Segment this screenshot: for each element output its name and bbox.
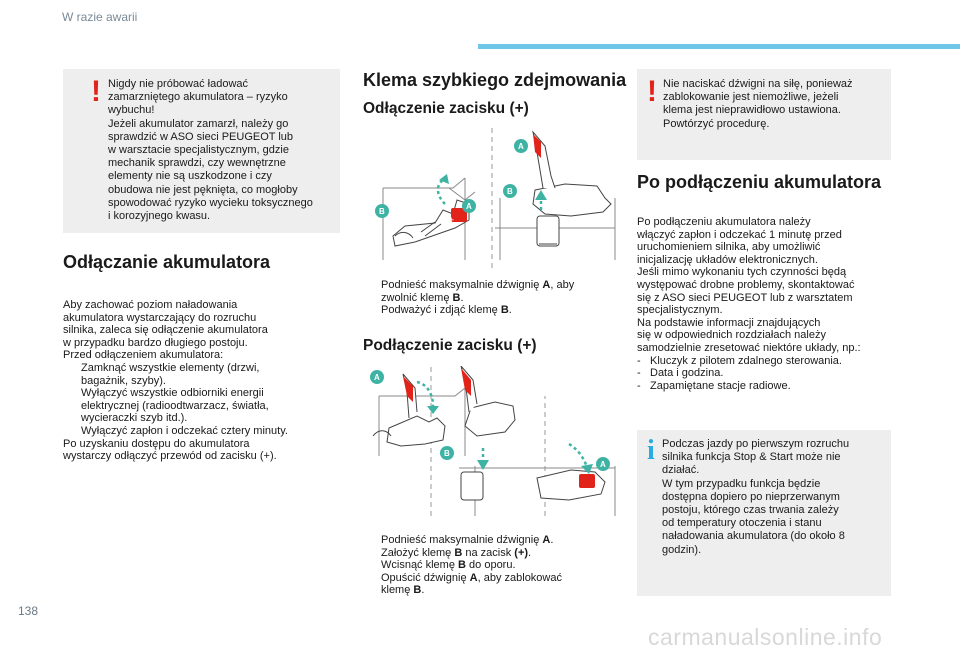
text-span: Opuścić dźwignię	[381, 571, 470, 584]
warning-line: sprawdzić w ASO sieci PEUGEOT lub	[108, 130, 294, 143]
body-line: Przed odłączeniem akumulatora:	[63, 349, 224, 362]
list-item	[363, 572, 562, 585]
detach-title: Odłączenie zacisku (+)	[363, 100, 529, 117]
bold-ref: B	[454, 546, 463, 559]
text-span: Założyć klemę	[381, 546, 455, 559]
callout-b	[503, 184, 517, 198]
after-connect-body	[637, 216, 861, 392]
text-span: zwolnić klemę	[381, 291, 453, 304]
svg-text:B: B	[379, 207, 385, 216]
list-item	[63, 375, 288, 388]
bold-ref: A	[542, 534, 551, 546]
warning-line: Nie naciskać dźwigni na siłę, ponieważ	[663, 78, 853, 90]
warning-line: Jeżeli akumulator zamarzł, należy go	[108, 117, 289, 130]
warning-line: zablokowanie jest niemożliwe, jeżeli	[663, 91, 839, 104]
body-line: samodzielnie zresetować niektóre układy, np.:	[637, 341, 861, 354]
disconnect-title: Odłączanie akumulatora	[63, 252, 271, 272]
callout-a	[596, 457, 610, 471]
info-line: od temperatury otoczenia i stanu	[662, 517, 822, 530]
body-line: uruchomieniem silnika, aby umożliwić	[637, 241, 821, 254]
dash-icon: -	[637, 379, 641, 392]
svg-text:+: +	[449, 215, 455, 225]
warning-line: zamarzniętego akumulatora – ryzyko	[108, 91, 288, 104]
text-span: do oporu.	[465, 559, 516, 572]
bold-ref: A	[469, 571, 478, 584]
body-line: w przypadku bardzo długiego postoju.	[63, 336, 248, 349]
info-text	[662, 438, 849, 557]
list-item	[637, 367, 861, 380]
info-line: W tym przypadku funkcja będzie	[662, 477, 821, 490]
text-span: Podnieść maksymalnie dźwignię	[381, 534, 543, 546]
list-item-text: Zamknąć wszystkie elementy (drzwi,	[81, 361, 260, 374]
list-item-cont	[363, 584, 562, 597]
bold-ref: (+)	[514, 546, 529, 559]
body-line: Po podłączeniu akumulatora należy	[637, 216, 811, 228]
warning-line: Nigdy nie próbować ładować	[108, 78, 249, 90]
body-line: specjalistycznym.	[637, 304, 723, 317]
list-item	[363, 279, 574, 292]
detach-steps	[363, 279, 574, 317]
list-item	[363, 534, 562, 547]
warning-line: elementy nie są uszkodzone i czy	[108, 170, 272, 183]
info-line: dostępna dopiero po nieprzerwanym	[662, 490, 840, 503]
info-icon: i	[647, 435, 655, 466]
dash-icon: -	[637, 354, 641, 367]
list-item	[637, 355, 861, 368]
info-box-stop-start	[637, 430, 891, 596]
clamp-lever-red	[579, 474, 595, 488]
warning-icon: !	[91, 75, 101, 108]
list-item-text: bagażnik, szyby).	[81, 374, 166, 387]
svg-text:A: A	[600, 460, 606, 469]
warning-line: mechanik sprawdzi, czy wewnętrzne	[108, 157, 286, 170]
bold-ref: B	[452, 291, 461, 304]
info-line: godzin).	[662, 543, 702, 556]
disconnect-body	[63, 299, 288, 463]
list-item	[63, 425, 288, 438]
svg-text:A: A	[466, 202, 472, 211]
list-item-text: wycieraczki szyb itd.).	[81, 412, 188, 425]
body-line: się z ASO sieci PEUGEOT lub z warsztatem	[637, 291, 853, 304]
text-span: .	[421, 584, 425, 597]
info-line: naładowania akumulatora (do około 8	[662, 530, 845, 543]
list-item-cont	[363, 292, 574, 305]
text-span: klemę	[381, 584, 414, 597]
text-span: Wcisnąć klemę	[381, 559, 459, 572]
warning-box-frozen-battery	[63, 69, 340, 233]
info-line: Podczas jazdy po pierwszym rozruchu	[662, 438, 850, 450]
list-item-text: Data i godzina.	[650, 367, 724, 380]
list-item	[363, 559, 562, 572]
bold-ref: B	[500, 304, 509, 317]
attach-illustration	[365, 366, 627, 516]
attach-steps	[363, 534, 562, 597]
bold-ref: B	[458, 559, 466, 572]
warning-line: w warsztacie specjalistycznym, gdzie	[108, 144, 289, 157]
section-accent-bar	[478, 44, 960, 49]
section-header: W razie awarii	[62, 10, 138, 24]
svg-text:A: A	[374, 373, 380, 382]
list-item-text: Wyłączyć wszystkie odbiorniki energii	[81, 387, 264, 400]
warning-box-lever	[637, 69, 891, 160]
info-line: silnika funkcja Stop & Start może nie	[662, 451, 841, 464]
list-item	[63, 412, 288, 425]
dash-icon: -	[637, 367, 641, 380]
list-item	[363, 547, 562, 560]
list-item	[63, 362, 288, 375]
list-item-text: Zapamiętane stacje radiowe.	[650, 379, 791, 392]
list-item	[637, 380, 861, 393]
body-line: występować drobne problemy, skontaktować	[637, 278, 855, 291]
body-line: wystarczy odłączyć przewód od zacisku (+).	[63, 450, 277, 463]
warning-line: i korozyjnego kwasu.	[108, 210, 211, 223]
body-line: Na podstawie informacji znajdujących	[637, 316, 821, 329]
text-span: , aby	[550, 279, 575, 291]
page-number: 138	[18, 604, 39, 618]
svg-text:B: B	[507, 187, 513, 196]
body-line: Po uzyskaniu dostępu do akumulatora	[63, 437, 250, 450]
info-line: postoju, którego czas trwania zależy	[662, 504, 839, 517]
after-connect-title: Po podłączeniu akumulatora	[637, 172, 882, 192]
text-span: , aby zablokować	[477, 571, 562, 584]
text-span: .	[508, 304, 512, 317]
text-span: Podnieść maksymalnie dźwignię	[381, 279, 543, 291]
body-line: silnika, zaleca się odłączenie akumulatora	[63, 324, 268, 337]
bold-ref: A	[542, 279, 551, 291]
body-line: akumulatora wystarczający do rozruchu	[63, 311, 257, 324]
warning-line: wybuchu!	[108, 104, 155, 117]
watermark: carmanualsonline.info	[648, 624, 883, 650]
body-line: włączyć zapłon i odczekać 1 minutę przed	[637, 228, 842, 241]
info-line: działać.	[662, 464, 700, 477]
svg-text:B: B	[444, 449, 450, 458]
callout-b	[440, 446, 454, 460]
list-item-text: Kluczyk z pilotem zdalnego sterowania.	[650, 354, 842, 367]
callout-a	[370, 370, 384, 384]
warning-icon: !	[647, 75, 657, 108]
callout-a	[462, 199, 476, 213]
text-span: na zacisk	[462, 546, 515, 559]
body-line: Jeśli mimo wykonaniu tych czynności będą	[637, 266, 847, 279]
bold-ref: B	[413, 584, 422, 597]
list-item	[363, 304, 574, 317]
warning-line: obudowa nie jest pęknięta, co mogłoby	[108, 183, 298, 196]
warning-line: spowodować ryzyko wycieku toksycznego	[108, 196, 313, 209]
text-span: .	[528, 546, 532, 559]
detach-illustration	[365, 128, 627, 268]
warning-text	[663, 78, 853, 131]
callout-b	[375, 204, 389, 218]
warning-line: klema jest nieprawidłowo ustawiona.	[663, 104, 841, 117]
svg-text:A: A	[518, 142, 524, 151]
warning-text	[108, 78, 313, 223]
body-line: Aby zachować poziom naładowania	[63, 299, 238, 311]
body-line: inicjalizację układów elektronicznych.	[637, 253, 818, 266]
list-item	[63, 400, 288, 413]
list-item-text: elektrycznej (radioodtwarzacz, światła,	[81, 399, 269, 412]
list-item-text: Wyłączyć zapłon i odczekać cztery minuty.	[81, 424, 288, 437]
quick-clamp-title: Klema szybkiego zdejmowania	[363, 70, 627, 90]
text-span: Podważyć i zdjąć klemę	[381, 304, 501, 317]
body-line: się w odpowiednich rozdziałach należy	[637, 329, 826, 342]
attach-title: Podłączenie zacisku (+)	[363, 337, 537, 354]
warning-line: Powtórzyć procedurę.	[663, 117, 770, 130]
list-item	[63, 387, 288, 400]
text-span: .	[550, 534, 554, 546]
callout-a	[514, 139, 528, 153]
text-span: .	[460, 291, 464, 304]
